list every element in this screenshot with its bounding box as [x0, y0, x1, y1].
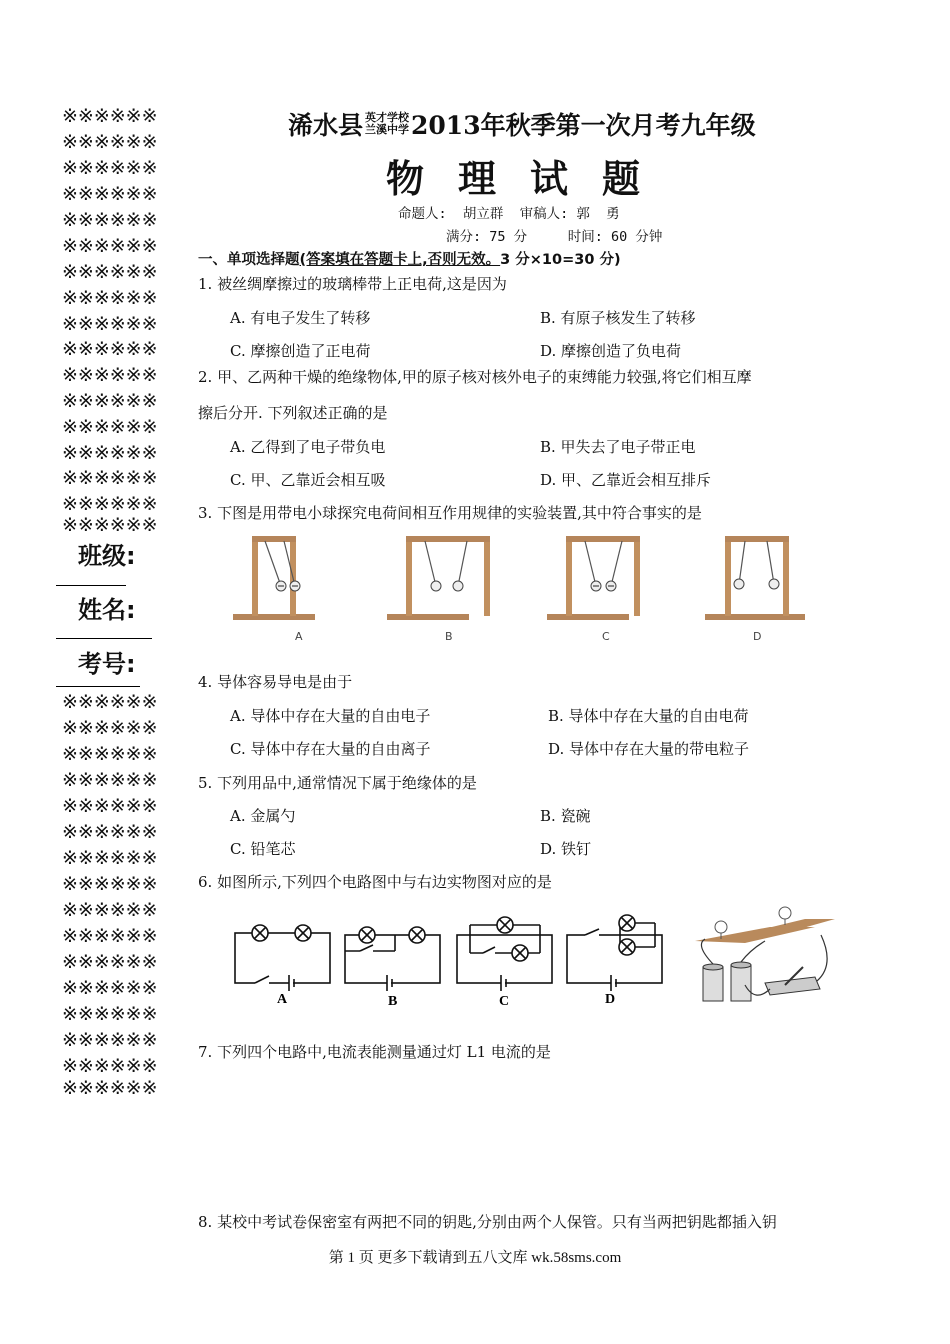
subject-title: 物理试题	[385, 156, 674, 201]
q4-option-c[interactable]: C. 导体中存在大量的自由离子	[230, 740, 431, 758]
q2-option-a[interactable]: A. 乙得到了电子带负电	[230, 438, 386, 456]
circuit-d	[567, 915, 662, 991]
q1-option-a[interactable]: A. 有电子发生了转移	[230, 309, 371, 327]
seal-row: ※※※※※※	[62, 821, 158, 843]
circuit-figure	[225, 905, 835, 1015]
question-1: 1. 被丝绸摩擦过的玻璃棒带上正电荷,这是因为	[198, 275, 507, 293]
circuit-c	[457, 917, 552, 991]
circuit-label-a: A	[277, 992, 288, 1007]
seal-row: ※※※※※※	[62, 899, 158, 921]
question-2-cont: 擦后分开. 下列叙述正确的是	[198, 404, 388, 422]
school-top: 英才学校	[365, 110, 410, 124]
pendulum-d	[705, 536, 805, 620]
q5-option-c[interactable]: C. 铅笔芯	[230, 840, 296, 858]
exam-title	[288, 106, 756, 142]
seal-row: ※※※※※※	[62, 1055, 158, 1077]
class-blank[interactable]	[56, 585, 126, 586]
name-blank[interactable]	[56, 638, 152, 639]
figure-label-b: B	[445, 630, 453, 643]
q2-option-c[interactable]: C. 甲、乙靠近会相互吸	[230, 471, 386, 489]
seal-row: ※※※※※※	[62, 235, 158, 257]
school-names	[365, 112, 409, 136]
seal-row: ※※※※※※	[62, 313, 158, 335]
q4-option-b[interactable]: B. 导体中存在大量的自由电荷	[548, 707, 749, 725]
question-4: 4. 导体容易导电是由于	[198, 673, 353, 691]
seal-row: ※※※※※※	[62, 925, 158, 947]
seal-row: ※※※※※※	[62, 105, 158, 127]
circuit-a	[235, 925, 330, 991]
seal-row: ※※※※※※	[62, 795, 158, 817]
seal-row: ※※※※※※	[62, 1003, 158, 1025]
question-3: 3. 下图是用带电小球探究电荷间相互作用规律的实验装置,其中符合事实的是	[198, 504, 702, 522]
pendulum-b	[387, 536, 490, 620]
q4-option-d[interactable]: D. 导体中存在大量的带电粒子	[548, 740, 750, 758]
seal-row: ※※※※※※	[62, 847, 158, 869]
circuit-label-b: B	[388, 994, 398, 1009]
section-heading	[198, 248, 621, 269]
q5-option-a[interactable]: A. 金属勺	[230, 807, 296, 825]
question-8: 8. 某校中考试卷保密室有两把不同的钥匙,分别由两个人保管。只有当两把钥匙都插入钥	[198, 1213, 777, 1231]
question-5: 5. 下列用品中,通常情况下属于绝缘体的是	[198, 774, 477, 792]
pendulum-a	[233, 536, 315, 620]
seal-row: ※※※※※※	[62, 873, 158, 895]
seal-row: ※※※※※※	[62, 691, 158, 713]
question-6: 6. 如图所示,下列四个电路图中与右边实物图对应的是	[198, 873, 552, 891]
q4-option-a[interactable]: A. 导体中存在大量的自由电子	[230, 707, 431, 725]
seal-row: ※※※※※※	[62, 287, 158, 309]
seal-row: ※※※※※※	[62, 157, 158, 179]
seal-row: ※※※※※※	[62, 338, 158, 360]
figure-label-d: D	[753, 630, 762, 643]
q1-option-d[interactable]: D. 摩擦创造了负电荷	[540, 342, 682, 360]
question-2: 2. 甲、乙两种干燥的绝缘物体,甲的原子核对核外电子的束缚能力较强,将它们相互摩	[198, 368, 752, 386]
pendulum-figure	[225, 532, 815, 647]
q2-option-d[interactable]: D. 甲、乙靠近会相互排斥	[540, 471, 712, 489]
class-label: 班级:	[78, 542, 136, 570]
number-blank[interactable]	[56, 686, 140, 687]
score-time-line: 满分: 75 分 时间: 60 分钟	[446, 229, 663, 245]
question-7: 7. 下列四个电路中,电流表能测量通过灯 L1 电流的是	[198, 1043, 551, 1061]
q2-option-b[interactable]: B. 甲失去了电子带正电	[540, 438, 696, 456]
seal-row: ※※※※※※	[62, 183, 158, 205]
q1-option-c[interactable]: C. 摩擦创造了正电荷	[230, 342, 371, 360]
seal-row: ※※※※※※	[62, 977, 158, 999]
circuit-label-c: C	[499, 994, 510, 1009]
seal-row: ※※※※※※	[62, 261, 158, 283]
seal-row: ※※※※※※	[62, 769, 158, 791]
circuit-label-d: D	[605, 992, 616, 1007]
seal-row: ※※※※※※	[62, 416, 158, 438]
seal-row: ※※※※※※	[62, 209, 158, 231]
pendulum-c	[547, 536, 640, 620]
authors-line: 命题人: 胡立群 审稿人: 郭 勇	[398, 206, 620, 222]
seal-row: ※※※※※※	[62, 131, 158, 153]
county-name: 浠水县	[288, 111, 364, 140]
seal-row: ※※※※※※	[62, 467, 158, 489]
q5-option-d[interactable]: D. 铁钉	[540, 840, 592, 858]
q5-option-b[interactable]: B. 瓷碗	[540, 807, 591, 825]
q1-option-b[interactable]: B. 有原子核发生了转移	[540, 309, 696, 327]
section-lead: 一、单项选择题	[198, 252, 300, 268]
seal-row: ※※※※※※	[62, 364, 158, 386]
seal-row: ※※※※※※	[62, 1077, 158, 1099]
seal-row: ※※※※※※	[62, 493, 158, 515]
real-circuit-photo	[695, 907, 835, 1001]
section-note: (答案填在答题卡上,否则无效。	[299, 252, 501, 268]
school-bottom: 兰溪中学	[365, 122, 410, 136]
seal-row: ※※※※※※	[62, 442, 158, 464]
seal-row: ※※※※※※	[62, 1029, 158, 1051]
number-label: 考号:	[78, 650, 136, 678]
figure-label-a: A	[295, 630, 303, 643]
figure-label-c: C	[602, 630, 610, 643]
seal-row: ※※※※※※	[62, 743, 158, 765]
page-footer: 第 1 页 更多下载请到五八文库 wk.58sms.com	[328, 1250, 622, 1266]
title-rest: 2013年秋季第一次月考九年级	[411, 111, 756, 140]
seal-row: ※※※※※※	[62, 514, 158, 536]
seal-row: ※※※※※※	[62, 390, 158, 412]
seal-row: ※※※※※※	[62, 951, 158, 973]
name-label: 姓名:	[78, 596, 136, 624]
section-score: 3 分×10=30 分)	[500, 252, 621, 268]
circuit-b	[345, 927, 440, 991]
seal-row: ※※※※※※	[62, 717, 158, 739]
